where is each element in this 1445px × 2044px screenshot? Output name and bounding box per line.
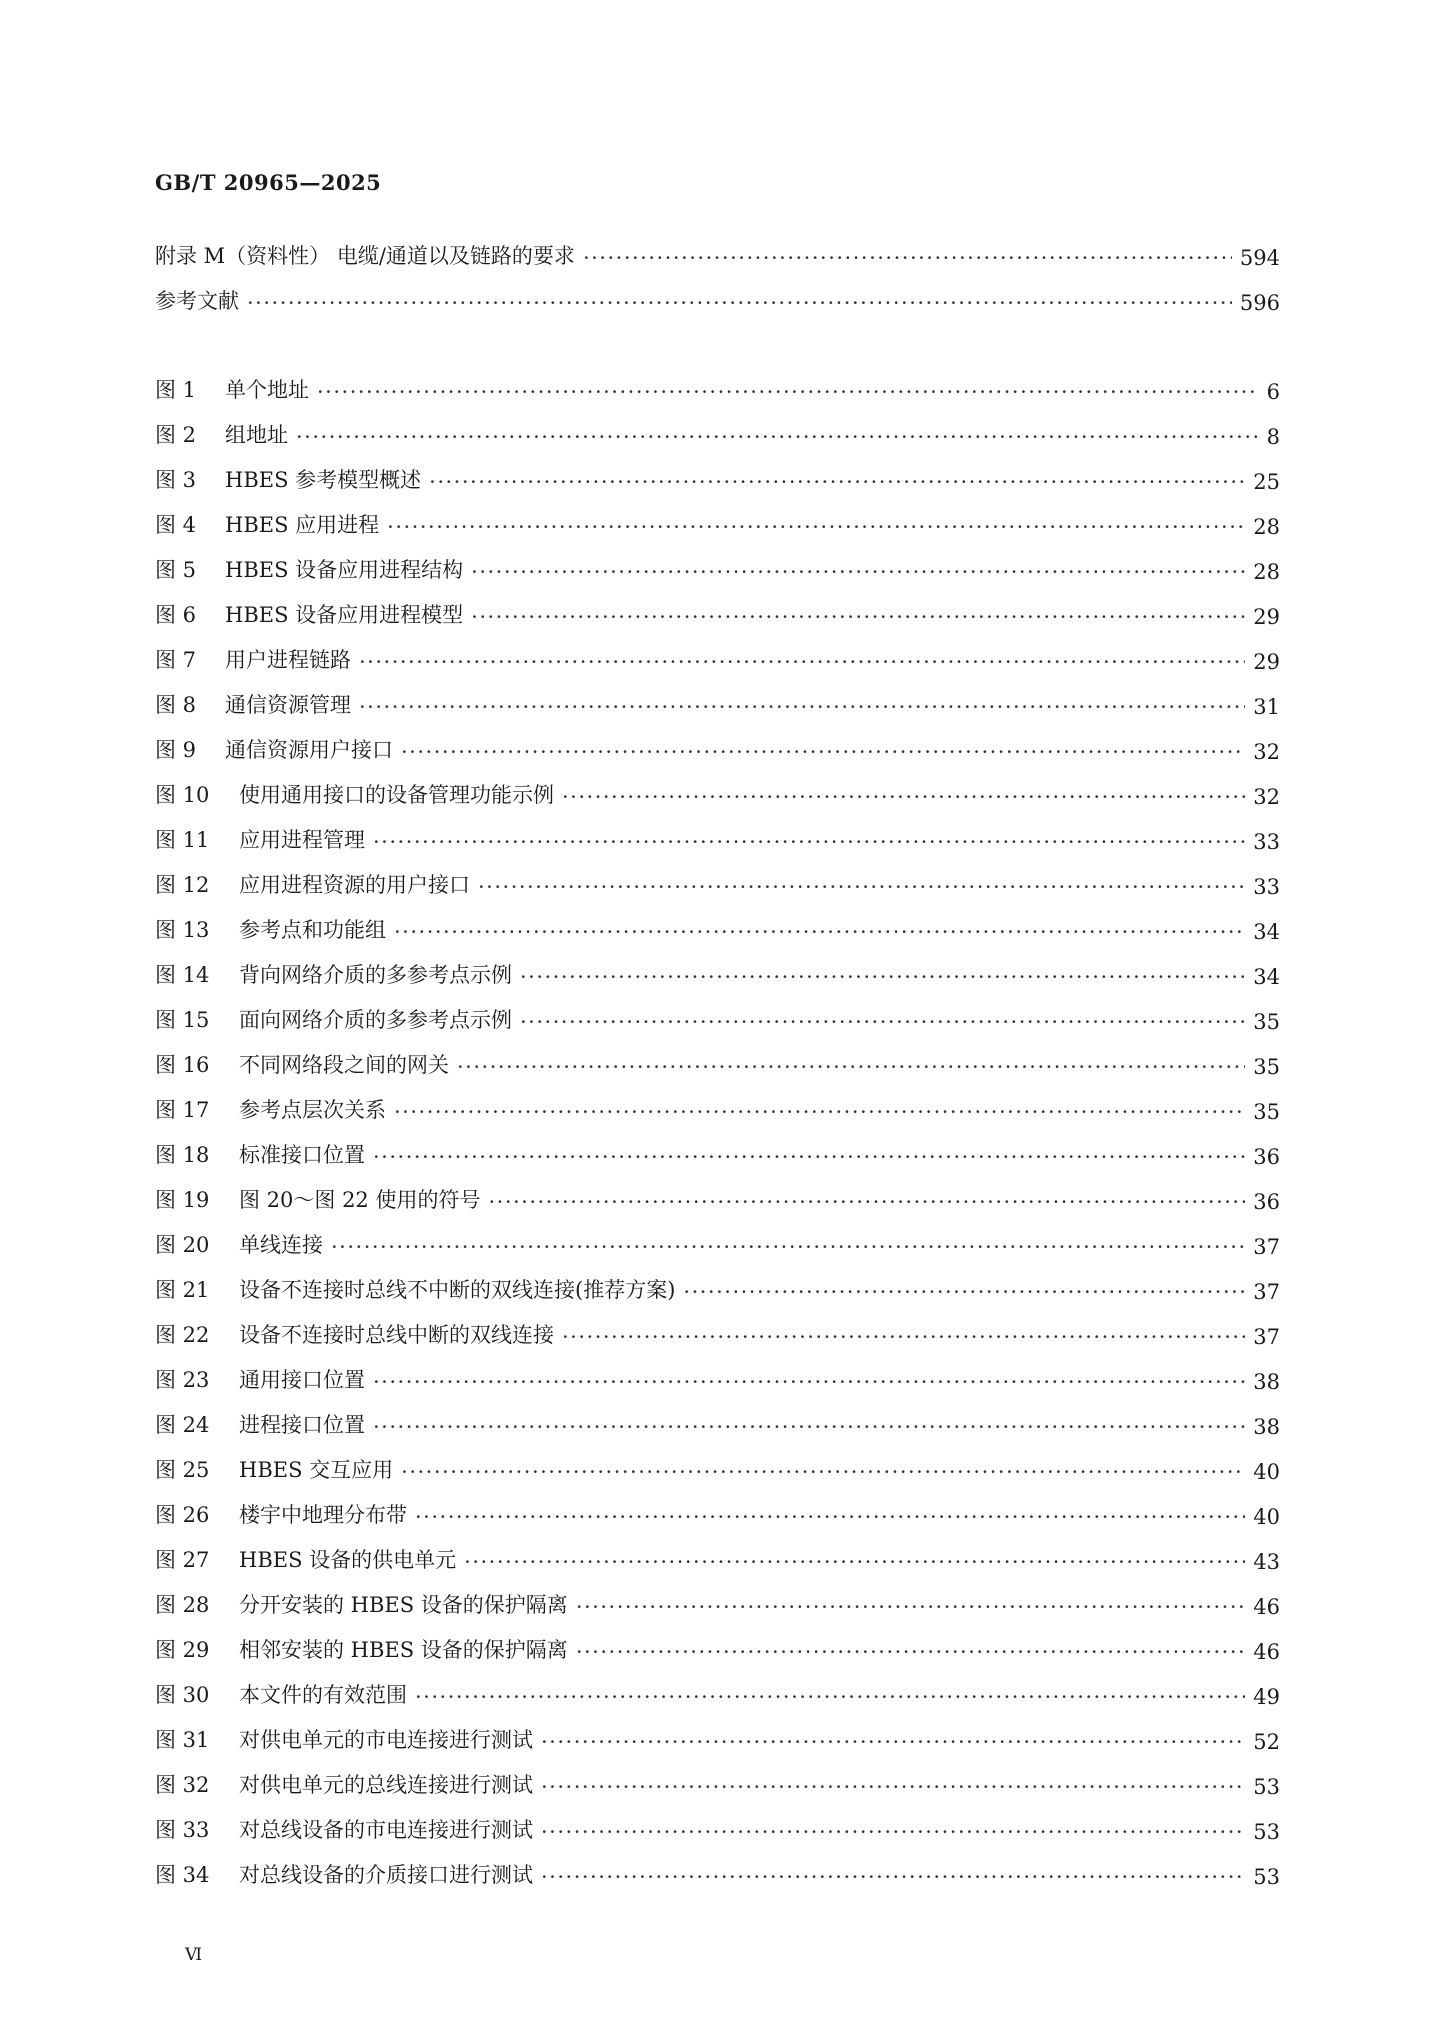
figure-entry[interactable] xyxy=(155,730,1280,764)
leader-dots xyxy=(562,1325,1245,1349)
leader-dots xyxy=(478,875,1245,899)
figure-page-number: 35 xyxy=(1253,1055,1280,1079)
figure-title: 应用进程管理 xyxy=(239,828,365,852)
leader-dots xyxy=(683,1280,1245,1304)
figure-title: 单线连接 xyxy=(239,1233,323,1257)
leader-dots xyxy=(373,1415,1245,1439)
leader-dots xyxy=(296,425,1259,449)
figure-entry[interactable] xyxy=(155,1270,1280,1304)
figure-title: 参考点和功能组 xyxy=(239,918,386,942)
figure-page-number: 6 xyxy=(1266,380,1280,404)
figure-title: 使用通用接口的设备管理功能示例 xyxy=(239,783,554,807)
figure-number: 图 23 xyxy=(155,1368,210,1392)
figure-entry[interactable] xyxy=(155,460,1280,494)
figure-page-number: 40 xyxy=(1253,1505,1280,1529)
figure-entry[interactable] xyxy=(155,1135,1280,1169)
figure-title: 单个地址 xyxy=(225,378,309,402)
figure-entry[interactable] xyxy=(155,1540,1280,1574)
appendix-page-number: 596 xyxy=(1239,291,1280,315)
appendix-page-number: 594 xyxy=(1239,246,1280,270)
leader-dots xyxy=(401,740,1245,764)
figure-title: 本文件的有效范围 xyxy=(239,1683,407,1707)
figure-number: 图 22 xyxy=(155,1323,210,1347)
leader-dots xyxy=(394,920,1245,944)
leader-dots xyxy=(583,246,1232,270)
figure-entry[interactable] xyxy=(155,370,1280,404)
figure-entry[interactable] xyxy=(155,1765,1280,1799)
figure-title: 组地址 xyxy=(225,423,288,447)
figure-title: 对供电单元的市电连接进行测试 xyxy=(239,1728,533,1752)
figure-entry[interactable] xyxy=(155,1855,1280,1889)
figure-entry[interactable] xyxy=(155,595,1280,629)
figure-entry[interactable] xyxy=(155,1495,1280,1529)
figure-number: 图 11 xyxy=(155,828,210,852)
figure-page-number: 32 xyxy=(1253,785,1280,809)
leader-dots xyxy=(488,1190,1245,1214)
leader-dots xyxy=(520,965,1245,989)
figure-number: 图 29 xyxy=(155,1638,210,1662)
figure-page-number: 36 xyxy=(1253,1190,1280,1214)
figure-page-number: 52 xyxy=(1253,1730,1280,1754)
figure-title: 进程接口位置 xyxy=(239,1413,365,1437)
figure-number: 图 24 xyxy=(155,1413,210,1437)
figure-number: 图 32 xyxy=(155,1773,210,1797)
leader-dots xyxy=(387,515,1245,539)
leader-dots xyxy=(562,785,1245,809)
figure-page-number: 53 xyxy=(1253,1820,1280,1844)
figure-entry[interactable] xyxy=(155,550,1280,584)
figure-title: 不同网络段之间的网关 xyxy=(239,1053,449,1077)
figure-page-number: 49 xyxy=(1253,1685,1280,1709)
figure-page-number: 33 xyxy=(1253,875,1280,899)
figure-entry[interactable] xyxy=(155,1225,1280,1259)
appendix-title: 附录 M（资料性） 电缆/通道以及链路的要求 xyxy=(155,244,575,268)
figure-entry[interactable] xyxy=(155,1585,1280,1619)
leader-dots xyxy=(359,695,1245,719)
figure-page-number: 31 xyxy=(1253,695,1280,719)
figure-page-number: 29 xyxy=(1253,605,1280,629)
figure-number: 图 33 xyxy=(155,1818,210,1842)
figure-entry[interactable] xyxy=(155,1720,1280,1754)
figure-entry[interactable] xyxy=(155,820,1280,854)
figure-page-number: 40 xyxy=(1253,1460,1280,1484)
figure-entry[interactable] xyxy=(155,775,1280,809)
figure-title: 背向网络介质的多参考点示例 xyxy=(239,963,512,987)
leader-dots xyxy=(541,1865,1245,1889)
figure-page-number: 37 xyxy=(1253,1235,1280,1259)
figure-title: HBES 设备的供电单元 xyxy=(239,1548,457,1572)
figure-page-number: 29 xyxy=(1253,650,1280,674)
figure-entry[interactable] xyxy=(155,640,1280,674)
appendix-entry[interactable] xyxy=(155,281,1280,315)
figure-title: HBES 设备应用进程结构 xyxy=(225,558,464,582)
figure-entry[interactable] xyxy=(155,910,1280,944)
figure-title: 图 20～图 22 使用的符号 xyxy=(239,1188,481,1212)
figure-entry[interactable] xyxy=(155,1360,1280,1394)
figure-number: 图 13 xyxy=(155,918,210,942)
figure-number: 图 28 xyxy=(155,1593,210,1617)
leader-dots xyxy=(429,470,1245,494)
figure-page-number: 35 xyxy=(1253,1010,1280,1034)
appendix-entry[interactable] xyxy=(155,236,1280,270)
leader-dots xyxy=(520,1010,1245,1034)
leader-dots xyxy=(415,1685,1245,1709)
page-number: Ⅵ xyxy=(185,1945,203,1965)
figure-title: 对供电单元的总线连接进行测试 xyxy=(239,1773,533,1797)
figure-number: 图 16 xyxy=(155,1053,210,1077)
figure-number: 图 8 xyxy=(155,693,197,717)
figure-entry[interactable] xyxy=(155,415,1280,449)
figure-entry[interactable] xyxy=(155,1405,1280,1439)
figure-number: 图 34 xyxy=(155,1863,210,1887)
figure-entry[interactable] xyxy=(155,1315,1280,1349)
figure-page-number: 38 xyxy=(1253,1415,1280,1439)
figure-title: 通信资源用户接口 xyxy=(225,738,393,762)
figure-entry[interactable] xyxy=(155,1450,1280,1484)
figure-entry[interactable] xyxy=(155,1675,1280,1709)
figure-title: 设备不连接时总线中断的双线连接 xyxy=(239,1323,554,1347)
figure-title: 用户进程链路 xyxy=(225,648,351,672)
figure-title: 参考点层次关系 xyxy=(239,1098,386,1122)
leader-dots xyxy=(541,1730,1245,1754)
figure-number: 图 6 xyxy=(155,603,197,627)
figure-title: 对总线设备的市电连接进行测试 xyxy=(239,1818,533,1842)
leader-dots xyxy=(576,1640,1245,1664)
figure-title: 楼宇中地理分布带 xyxy=(239,1503,407,1527)
leader-dots xyxy=(373,830,1245,854)
leader-dots xyxy=(415,1505,1245,1529)
figure-number: 图 30 xyxy=(155,1683,210,1707)
figure-entry[interactable] xyxy=(155,1180,1280,1214)
figure-title: 通用接口位置 xyxy=(239,1368,365,1392)
figure-number: 图 21 xyxy=(155,1278,210,1302)
figure-number: 图 19 xyxy=(155,1188,210,1212)
figure-page-number: 34 xyxy=(1253,920,1280,944)
figure-page-number: 32 xyxy=(1253,740,1280,764)
figure-page-number: 35 xyxy=(1253,1100,1280,1124)
figure-number: 图 14 xyxy=(155,963,210,987)
figure-title: 通信资源管理 xyxy=(225,693,351,717)
figure-entry[interactable] xyxy=(155,1810,1280,1844)
figure-title: 设备不连接时总线不中断的双线连接(推荐方案) xyxy=(239,1278,676,1302)
appendix-title: 参考文献 xyxy=(155,289,239,313)
figure-title: 相邻安装的 HBES 设备的保护隔离 xyxy=(239,1638,568,1662)
figure-title: HBES 参考模型概述 xyxy=(225,468,422,492)
leader-dots xyxy=(576,1595,1245,1619)
figure-title: 对总线设备的介质接口进行测试 xyxy=(239,1863,533,1887)
leader-dots xyxy=(471,560,1245,584)
figure-page-number: 8 xyxy=(1266,425,1280,449)
figure-number: 图 2 xyxy=(155,423,197,447)
figure-number: 图 27 xyxy=(155,1548,210,1572)
figure-number: 图 1 xyxy=(155,378,197,402)
figure-entry[interactable] xyxy=(155,955,1280,989)
leader-dots xyxy=(317,380,1259,404)
figure-page-number: 34 xyxy=(1253,965,1280,989)
figure-page-number: 28 xyxy=(1253,515,1280,539)
figure-title: 标准接口位置 xyxy=(239,1143,365,1167)
figure-number: 图 10 xyxy=(155,783,210,807)
figure-number: 图 4 xyxy=(155,513,197,537)
figure-page-number: 46 xyxy=(1253,1640,1280,1664)
figure-page-number: 43 xyxy=(1253,1550,1280,1574)
leader-dots xyxy=(541,1820,1245,1844)
figure-entry[interactable] xyxy=(155,505,1280,539)
figure-title: HBES 交互应用 xyxy=(239,1458,394,1482)
figure-page-number: 46 xyxy=(1253,1595,1280,1619)
figure-entry[interactable] xyxy=(155,1090,1280,1124)
figure-page-number: 28 xyxy=(1253,560,1280,584)
figure-page-number: 53 xyxy=(1253,1775,1280,1799)
leader-dots xyxy=(373,1145,1245,1169)
figure-entry[interactable] xyxy=(155,1630,1280,1664)
figure-title: 分开安装的 HBES 设备的保护隔离 xyxy=(239,1593,568,1617)
figure-page-number: 36 xyxy=(1253,1145,1280,1169)
leader-dots xyxy=(331,1235,1245,1259)
figure-number: 图 15 xyxy=(155,1008,210,1032)
figure-entry[interactable] xyxy=(155,865,1280,899)
leader-dots xyxy=(359,650,1245,674)
figure-number: 图 9 xyxy=(155,738,197,762)
figure-number: 图 17 xyxy=(155,1098,210,1122)
figure-number: 图 7 xyxy=(155,648,197,672)
figure-entry[interactable] xyxy=(155,685,1280,719)
figure-title: 应用进程资源的用户接口 xyxy=(239,873,470,897)
leader-dots xyxy=(464,1550,1245,1574)
figure-page-number: 25 xyxy=(1253,470,1280,494)
leader-dots xyxy=(401,1460,1245,1484)
figure-page-number: 53 xyxy=(1253,1865,1280,1889)
figure-number: 图 5 xyxy=(155,558,197,582)
leader-dots xyxy=(457,1055,1245,1079)
figure-page-number: 38 xyxy=(1253,1370,1280,1394)
standard-code: GB/T 20965—2025 xyxy=(155,170,382,195)
leader-dots xyxy=(471,605,1245,629)
figure-number: 图 20 xyxy=(155,1233,210,1257)
figure-title: 面向网络介质的多参考点示例 xyxy=(239,1008,512,1032)
figure-page-number: 33 xyxy=(1253,830,1280,854)
figure-number: 图 3 xyxy=(155,468,197,492)
leader-dots xyxy=(541,1775,1245,1799)
figure-title: HBES 应用进程 xyxy=(225,513,380,537)
figure-entry[interactable] xyxy=(155,1045,1280,1079)
figure-number: 图 12 xyxy=(155,873,210,897)
figure-title: HBES 设备应用进程模型 xyxy=(225,603,464,627)
figure-number: 图 25 xyxy=(155,1458,210,1482)
leader-dots xyxy=(373,1370,1245,1394)
figure-number: 图 26 xyxy=(155,1503,210,1527)
figure-page-number: 37 xyxy=(1253,1325,1280,1349)
figure-entry[interactable] xyxy=(155,1000,1280,1034)
leader-dots xyxy=(394,1100,1245,1124)
figure-number: 图 31 xyxy=(155,1728,210,1752)
figure-page-number: 37 xyxy=(1253,1280,1280,1304)
leader-dots xyxy=(247,291,1232,315)
figure-number: 图 18 xyxy=(155,1143,210,1167)
